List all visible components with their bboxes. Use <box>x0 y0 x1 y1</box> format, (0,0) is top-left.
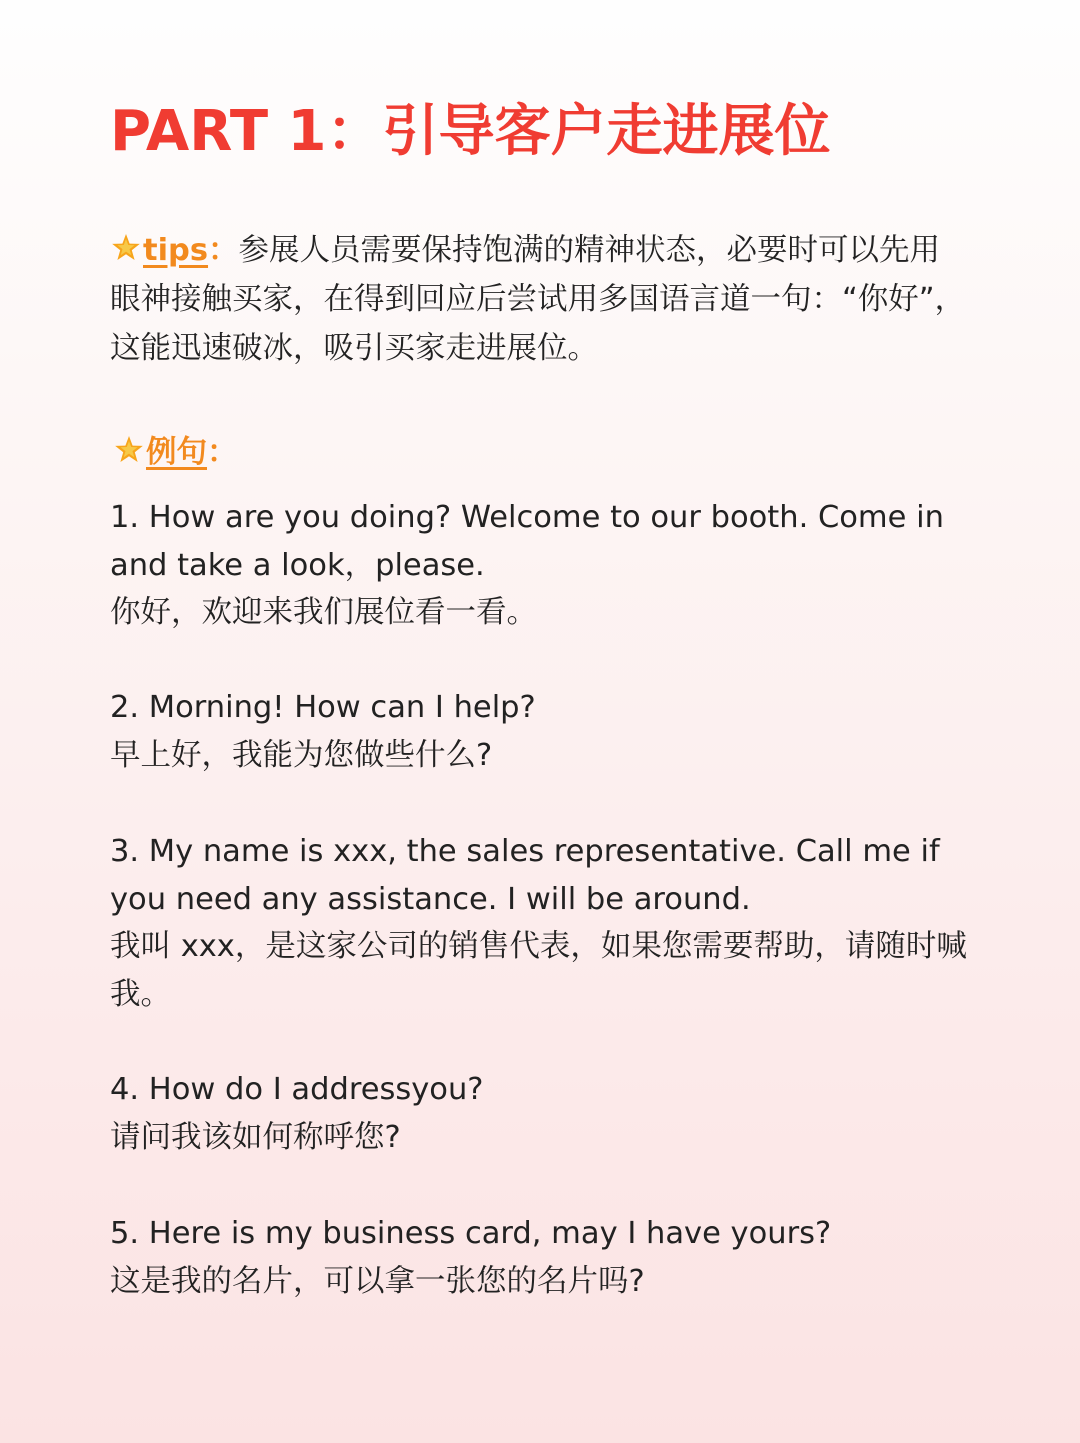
tips-text: 参展人员需要保持饱满的精神状态，必要时可以先用眼神接触买家，在得到回应后尝试用多国语言道一句：“你好”，这能迅速破冰，吸引买家走进展位。 <box>110 233 966 366</box>
sentence-chinese: 我叫 xxx，是这家公司的销售代表，如果您需要帮助，请随时喊我。 <box>110 929 967 1012</box>
sentence-chinese: 早上好，我能为您做些什么? <box>110 737 493 773</box>
example-sentence <box>110 1210 831 1305</box>
tips-paragraph <box>110 226 970 373</box>
example-sentence <box>110 494 980 637</box>
example-sentence <box>110 684 536 779</box>
star-icon <box>110 232 142 264</box>
example-sentence <box>110 1066 484 1161</box>
sentence-english: 4. How do I addressyou? <box>110 1072 484 1107</box>
sentence-english: 5. Here is my business card, may I have yours? <box>110 1216 832 1251</box>
sentence-english: 1. How are you doing? Welcome to our booth. Come in and take a look，please. <box>110 500 944 583</box>
tips-colon: ： <box>208 233 239 268</box>
sentence-english: 2. Morning! How can I help? <box>110 690 536 725</box>
tips-label: tips <box>143 233 209 268</box>
examples-colon: ： <box>207 435 238 470</box>
star-icon <box>113 434 145 466</box>
page-title: PART 1：引导客户走进展位 <box>110 99 831 164</box>
examples-label: 例句 <box>146 435 207 470</box>
sentence-chinese: 这是我的名片，可以拿一张您的名片吗? <box>110 1263 645 1299</box>
sentence-chinese: 你好，欢迎来我们展位看一看。 <box>110 595 537 630</box>
sentence-chinese: 请问我该如何称呼您? <box>110 1119 401 1155</box>
sentence-english: 3. My name is xxx, the sales representative. Call me if you need any assistance. I will be around. <box>110 834 940 917</box>
example-sentence <box>110 828 980 1018</box>
examples-heading <box>113 428 238 477</box>
